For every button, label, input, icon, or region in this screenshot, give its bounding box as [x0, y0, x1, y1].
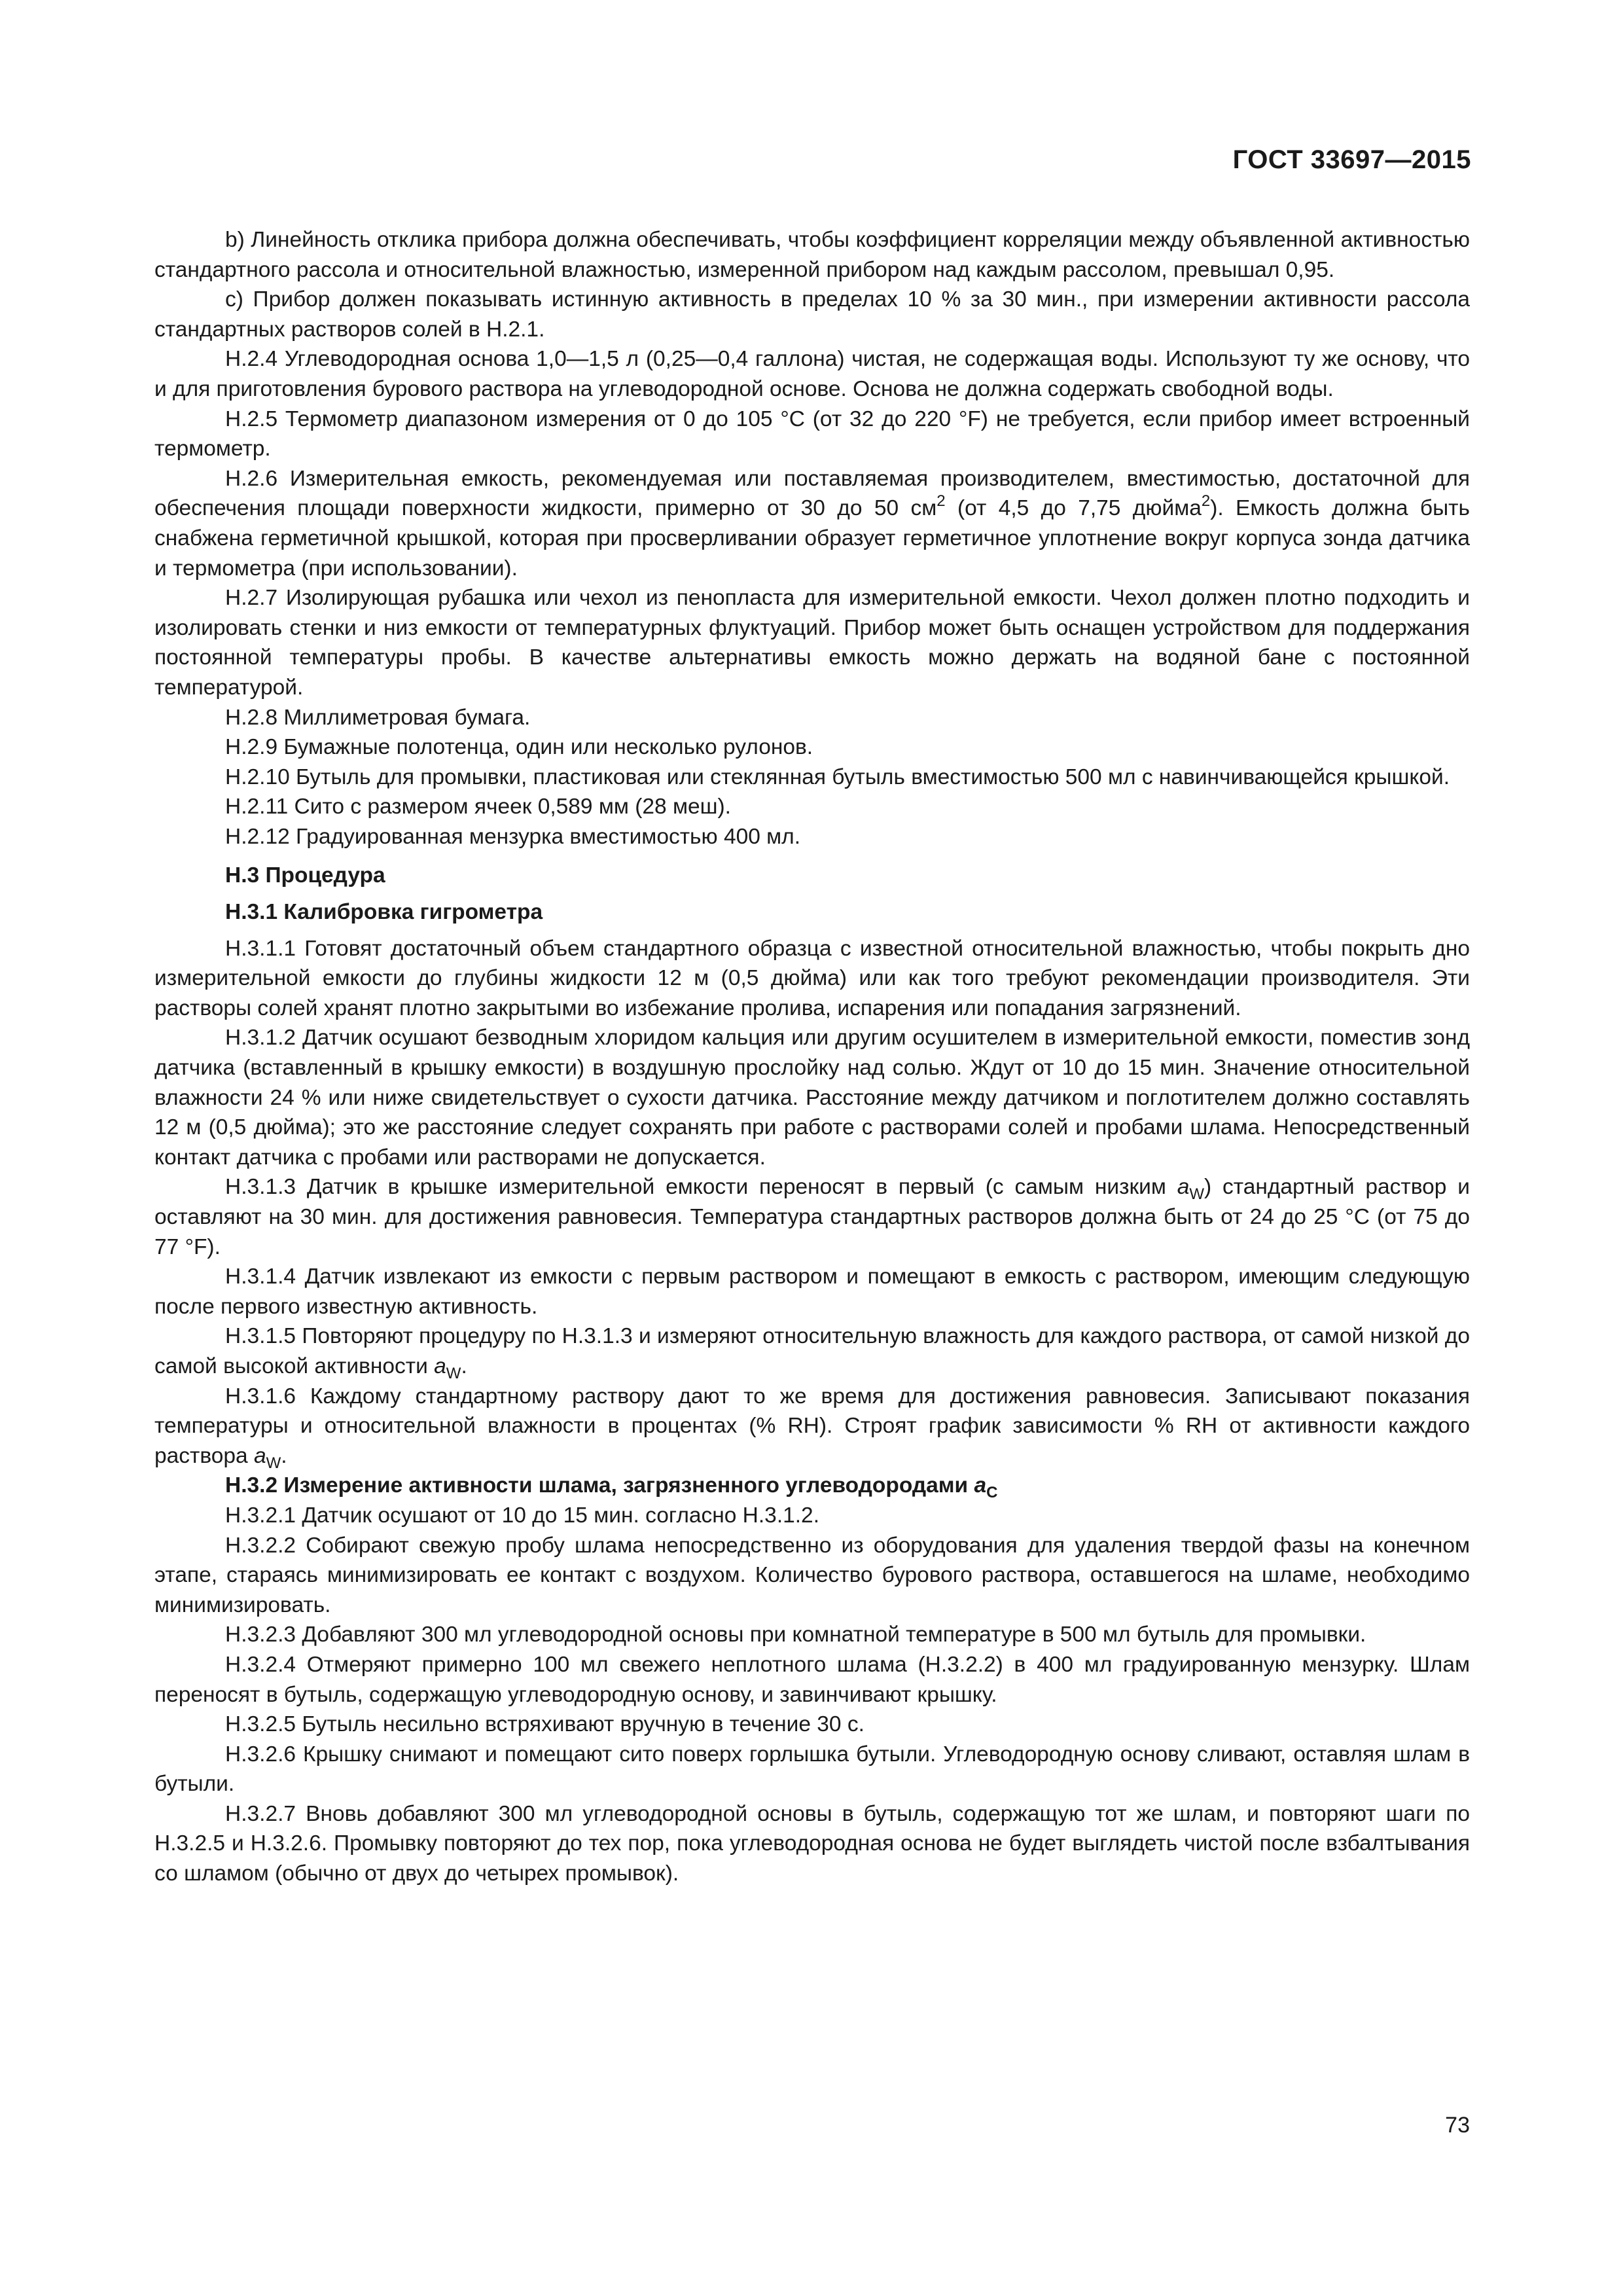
text-segment: Н.3.2 Измерение активности шлама, загрязненного углеводородами [225, 1473, 974, 1498]
paragraph-h-3-1-3 [154, 1172, 1470, 1262]
paragraph-h-3-1-4: Н.3.1.4 Датчик извлекают из емкости с первым раствором и помещают в емкость с раствором, имеющим следующую после первого известную активность. [154, 1265, 1470, 1319]
paragraph-h-2-11: Н.2.11 Сито с размером ячеек 0,589 мм (28 меш). [225, 795, 731, 819]
paragraph-h-2-5: Н.2.5 Термометр диапазоном измерения от 0 до 105 °С (от 32 до 220 °F) не требуется, если прибор имеет встроенный термометр. [154, 406, 1470, 461]
text-segment: Н.2.6 Измерительная емкость, рекомендуемая или поставляемая производителем, вместимостью, достаточной для обеспечения площади поверхности жидкости, примерно от 30 до 50 см [154, 466, 1470, 521]
paragraph-h-2-8: Н.2.8 Миллиметровая бумага. [225, 705, 531, 730]
section-heading-h-3-2 [154, 1471, 1470, 1501]
paragraph-h-3-1-2: Н.3.1.2 Датчик осушают безводным хлоридом кальция или другим осушителем в измерительной емкости, поместив зонд датчика (вставленный в крышку емкости) в воздушную прослойку над солью. Ждут от 10 до 15 мин. Значение относительной влажности 24 % или ниже свидетельствует о сухости датчика. Расстояние между датчиком и поглотителем должно составлять 12 м (0,5 дюйма); это же расстояние следует сохранять при работе с растворами солей и пробами шлама. Непосредственный контакт датчика с пробами или растворами не допускается. [154, 1026, 1470, 1170]
text-segment: Н.3.1.5 Повторяют процедуру по Н.3.1.3 и измеряют относительную влажность для каждого раствора, от самой низкой до самой высокой активности [154, 1324, 1470, 1378]
subscript: W [266, 1454, 281, 1472]
paragraph-h-3-1-6 [154, 1382, 1470, 1471]
paragraph-h-3-2-7: Н.3.2.7 Вновь добавляют 300 мл углеводородной основы в бутыль, содержащую тот же шлам, и повторяют шаги по Н.3.2.5 и Н.3.2.6. Промывку повторяют до тех пор, пока углеводородная основа не будет выглядеть чистой после взбалтывания со шламом (обычно от двух до четырех промывок). [154, 1801, 1470, 1886]
variable-a: a [1177, 1175, 1190, 1200]
subscript: W [446, 1364, 461, 1382]
paragraph-h-3-2-3: Н.3.2.3 Добавляют 300 мл углеводородной основы при комнатной температуре в 500 мл бутыль для промывки. [225, 1623, 1366, 1647]
paragraph-h-3-1-1: Н.3.1.1 Готовят достаточный объем стандартного образца с известной относительной влажностью, чтобы покрыть дно измерительной емкости до глубины жидкости 12 м (0,5 дюйма) или как того требуют рекомендации производителя. Эти растворы солей хранят плотно закрытыми во избежание пролива, испарения или попадания загрязнений. [154, 936, 1470, 1020]
section-heading-h-3: Н.3 Процедура [225, 863, 385, 888]
paragraph-h-2-10: Н.2.10 Бутыль для промывки, пластиковая или стеклянная бутыль вместимостью 500 мл с навинчивающейся крышкой. [225, 764, 1450, 789]
paragraph-c: c) Прибор должен показывать истинную активность в пределах 10 % за 30 мин., при измерении активности рассола стандартных растворов солей в Н.2.1. [154, 287, 1470, 342]
text-segment: (от 4,5 до 7,75 дюйма [945, 496, 1202, 521]
paragraph-h-3-2-4: Н.3.2.4 Отмеряют примерно 100 мл свежего неплотного шлама (Н.3.2.2) в 400 мл градуированную мензурку. Шлам переносят в бутыль, содержащую углеводородную основу, и завинчивают крышку. [154, 1652, 1470, 1707]
paragraph-h-3-2-2: Н.3.2.2 Собирают свежую пробу шлама непосредственно из оборудования для удаления твердой фазы на конечном этапе, стараясь минимизировать ее контакт с воздухом. Количество бурового раствора, оставшегося на шламе, необходимо минимизировать. [154, 1533, 1470, 1617]
paragraph-h-2-7: Н.2.7 Изолирующая рубашка или чехол из пенопласта для измерительной емкости. Чехол должен плотно подходить и изолировать стенки и низ емкости от температурных флуктуаций. Прибор может быть оснащен устройством для поддержания постоянной температуры пробы. В качестве альтернативы емкость можно держать на водяной бане с постоянной температурой. [154, 586, 1470, 700]
subscript: W [1189, 1185, 1204, 1204]
document-header: ГОСТ 33697—2015 [1232, 145, 1471, 174]
paragraph-h-3-2-1: Н.3.2.1 Датчик осушают от 10 до 15 мин. согласно Н.3.1.2. [225, 1503, 820, 1528]
text-segment: . [461, 1354, 467, 1378]
paragraph-h-2-12: Н.2.12 Градуированная мензурка вместимостью 400 мл. [225, 824, 801, 849]
text-segment: Н.3.1.6 Каждому стандартному раствору дают то же время для достижения равновесия. Записывают показания температуры и относительной влажности в процентах (% RH). Строят график зависимости % RH от активности каждого раствора [154, 1384, 1470, 1468]
paragraph-h-2-9: Н.2.9 Бумажные полотенца, один или несколько рулонов. [225, 735, 813, 760]
paragraph-h-3-2-6: Н.3.2.6 Крышку снимают и помещают сито поверх горлышка бутыли. Углеводородную основу сливают, оставляя шлам в бутыли. [154, 1742, 1470, 1797]
text-segment: . [281, 1443, 287, 1468]
paragraph-h-2-4: Н.2.4 Углеводородная основа 1,0—1,5 л (0,25—0,4 галлона) чистая, не содержащая воды. Используют ту же основу, что и для приготовления бурового раствора на углеводородной основе. Основа не должна содержать свободной воды. [154, 347, 1470, 401]
paragraph-h-2-6 [154, 464, 1470, 583]
variable-a: a [974, 1473, 987, 1498]
variable-a: a [253, 1443, 266, 1468]
subscript: C [986, 1484, 998, 1502]
section-heading-h-3-1: Н.3.1 Калибровка гигрометра [225, 900, 543, 925]
text-segment: Н.3.1.3 Датчик в крышке измерительной емкости переносят в первый (с самым низким [225, 1175, 1177, 1200]
paragraph-h-3-2-5: Н.3.2.5 Бутыль несильно встряхивают вручную в течение 30 с. [225, 1712, 865, 1737]
document-body [154, 225, 1470, 1889]
page-number: 73 [1445, 2113, 1470, 2138]
variable-a: a [434, 1354, 446, 1378]
paragraph-h-3-1-5 [154, 1321, 1470, 1381]
text-segment: ) стандартный раствор и оставляют на 30 мин. для достижения равновесия. Температура стандартных растворов должна быть от 24 до 25 °С (от 75 до 77 °F). [154, 1175, 1470, 1259]
text-segment: ). Емкость должна быть снабжена герметичной крышкой, которая при просверливании образует герметичное уплотнение вокруг корпуса зонда датчика и термометра (при использовании). [154, 496, 1470, 581]
paragraph-b: b) Линейность отклика прибора должна обеспечивать, чтобы коэффициент корреляции между объявленной активностью стандартного рассола и относительной влажностью, измеренной прибором над каждым рассолом, превышал 0,95. [154, 228, 1470, 282]
superscript: 2 [936, 492, 946, 511]
superscript: 2 [1201, 492, 1211, 511]
